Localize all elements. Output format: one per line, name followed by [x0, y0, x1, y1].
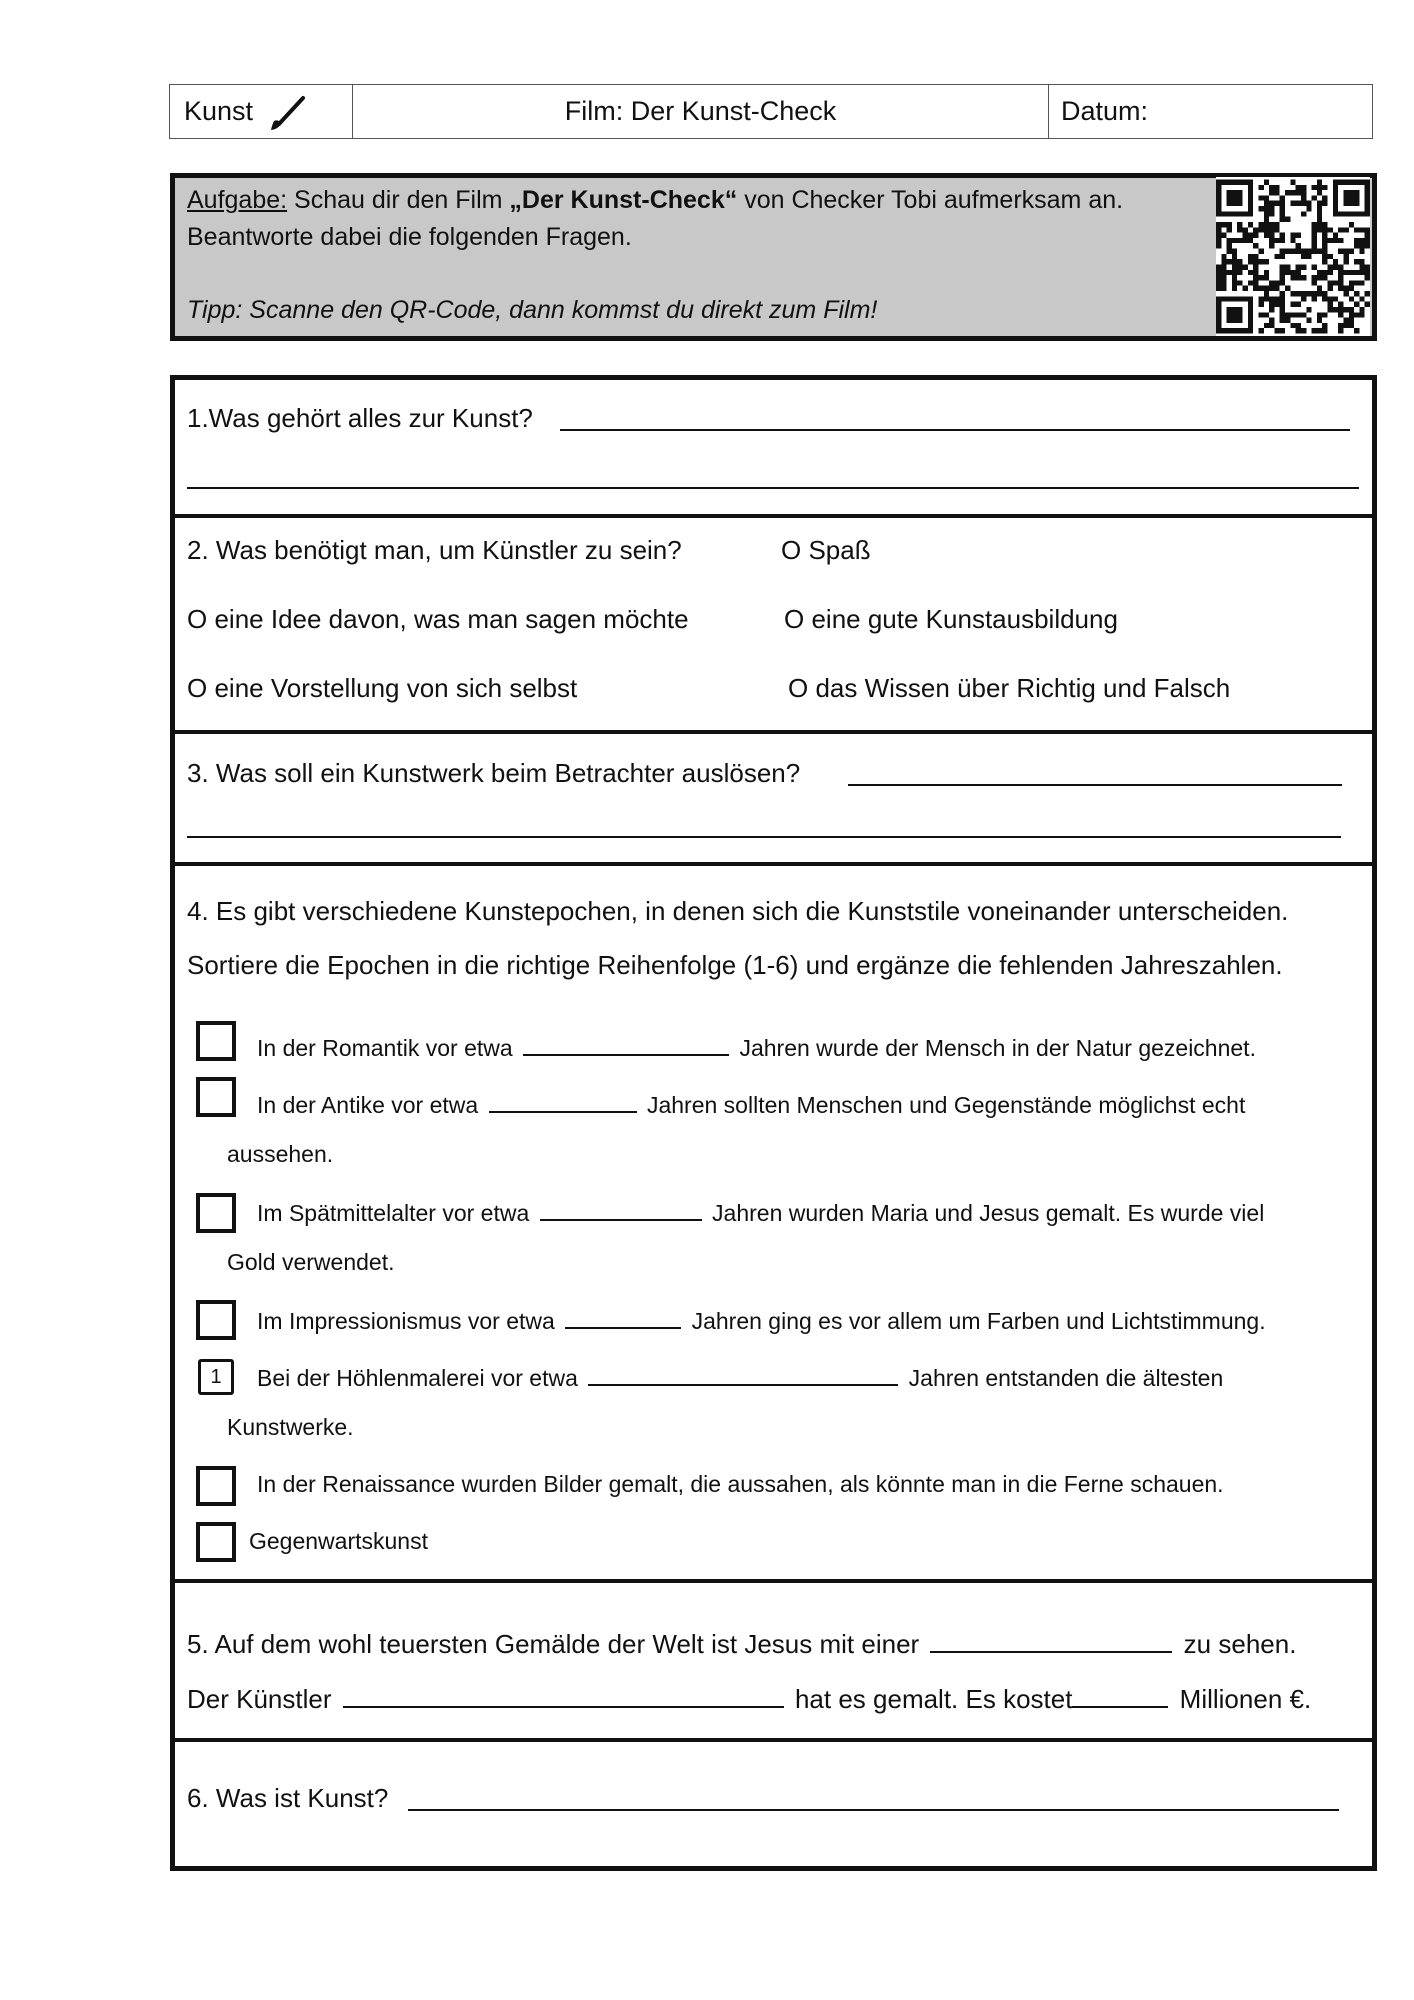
q2-question: 2. Was benötigt man, um Künstler zu sein? — [187, 535, 682, 565]
option-marker: O — [781, 535, 802, 565]
epoch-number-box[interactable]: 1 — [198, 1359, 234, 1395]
q6-question: 6. Was ist Kunst? — [187, 1783, 389, 1813]
task-label: Aufgabe: — [187, 186, 288, 214]
film-title: Film: Der Kunst-Check — [353, 85, 1049, 138]
q2-option[interactable]: O das Wissen über Richtig und Falsch — [788, 673, 1231, 703]
epoch-checkbox[interactable] — [196, 1466, 236, 1506]
epoch-item-romantik: In der Romantik vor etwa Jahren wurde der Mensch in der Natur gezeichnet. — [257, 1032, 1256, 1062]
q2-option[interactable]: O eine gute Kunstausbildung — [784, 604, 1118, 634]
option-marker: O — [187, 604, 208, 634]
q4-instruction: Sortiere die Epochen in die richtige Reihenfolge (1-6) und ergänze die fehlenden Jahreszahlen. — [187, 950, 1283, 980]
q2-option[interactable]: O eine Idee davon, was man sagen möchte — [187, 604, 689, 634]
q3-answer-line[interactable] — [848, 784, 1342, 786]
year-blank[interactable] — [588, 1362, 898, 1386]
q4-intro: 4. Es gibt verschiedene Kunstepochen, in denen sich die Kunststile voneinander unterscheiden. — [187, 896, 1289, 926]
qr-code-icon[interactable] — [1216, 177, 1370, 336]
epoch-checkbox[interactable] — [196, 1193, 236, 1233]
task-tip: Tipp: Scanne den QR-Code, dann kommst du direkt zum Film! — [187, 296, 878, 324]
q1-question: 1.Was gehört alles zur Kunst? — [187, 403, 533, 433]
section-divider — [170, 1738, 1377, 1742]
task-text-after: von Checker Tobi aufmerksam an. — [737, 186, 1124, 214]
date-field[interactable] — [1049, 85, 1372, 138]
price-blank[interactable] — [1072, 1684, 1168, 1708]
task-line-2: Beantworte dabei die folgenden Fragen. — [187, 223, 632, 251]
epoch-item-impressionismus: Im Impressionismus vor etwa Jahren ging es vor allem um Farben und Lichtstimmung. — [257, 1305, 1266, 1335]
year-blank[interactable] — [523, 1032, 729, 1056]
epoch-item-continuation: aussehen. — [227, 1141, 334, 1167]
artist-blank[interactable] — [343, 1684, 784, 1708]
year-blank[interactable] — [489, 1089, 637, 1113]
q3-answer-line[interactable] — [187, 836, 1341, 838]
epoch-item-spaetmittelalter: Im Spätmittelalter vor etwa Jahren wurden Maria und Jesus gemalt. Es wurde viel — [257, 1197, 1264, 1227]
section-divider — [170, 862, 1377, 866]
q2-option[interactable]: O Spaß — [781, 535, 871, 565]
q5-line-2: Der Künstler hat es gemalt. Es kostet Millionen €. — [187, 1684, 1312, 1714]
epoch-item-gegenwartskunst: Gegenwartskunst — [249, 1528, 428, 1554]
q3-question: 3. Was soll ein Kunstwerk beim Betrachter auslösen? — [187, 758, 801, 788]
option-marker: O — [788, 673, 809, 703]
epoch-item-continuation: Kunstwerke. — [227, 1414, 354, 1440]
q6-answer-line[interactable] — [408, 1809, 1339, 1811]
task-line-1 — [187, 185, 1123, 215]
task-text-before: Schau dir den Film — [287, 186, 510, 214]
q1-answer-line[interactable] — [560, 429, 1350, 431]
date-label: Datum: — [1061, 96, 1149, 126]
option-marker: O — [187, 673, 208, 703]
section-divider — [170, 1579, 1377, 1583]
task-film-name: „Der Kunst-Check“ — [509, 186, 738, 214]
subject-cell — [170, 85, 353, 138]
worksheet-header — [169, 84, 1373, 139]
epoch-item-continuation: Gold verwendet. — [227, 1249, 395, 1275]
epoch-checkbox[interactable] — [196, 1021, 236, 1061]
option-marker: O — [784, 604, 805, 634]
epoch-item-antike: In der Antike vor etwa Jahren sollten Menschen und Gegenstände möglichst echt — [257, 1089, 1245, 1119]
q5-line-1: 5. Auf dem wohl teuersten Gemälde der Welt ist Jesus mit einer zu sehen. — [187, 1629, 1297, 1659]
year-blank[interactable] — [540, 1197, 702, 1221]
answer-blank[interactable] — [930, 1629, 1172, 1653]
epoch-checkbox[interactable] — [196, 1522, 236, 1562]
q1-answer-line[interactable] — [187, 487, 1359, 489]
year-blank[interactable] — [565, 1305, 681, 1329]
q2-option[interactable]: O eine Vorstellung von sich selbst — [187, 673, 578, 703]
epoch-item-renaissance: In der Renaissance wurden Bilder gemalt, die aussahen, als könnte man in die Ferne schauen. — [257, 1471, 1224, 1497]
section-divider — [170, 730, 1377, 734]
subject-label: Kunst — [184, 96, 254, 126]
epoch-item-hoehlenmalerei: Bei der Höhlenmalerei vor etwa Jahren entstanden die ältesten — [257, 1362, 1223, 1392]
epoch-checkbox[interactable] — [196, 1300, 236, 1340]
paintbrush-icon — [265, 92, 311, 132]
section-divider — [170, 514, 1377, 518]
epoch-checkbox[interactable] — [196, 1077, 236, 1117]
